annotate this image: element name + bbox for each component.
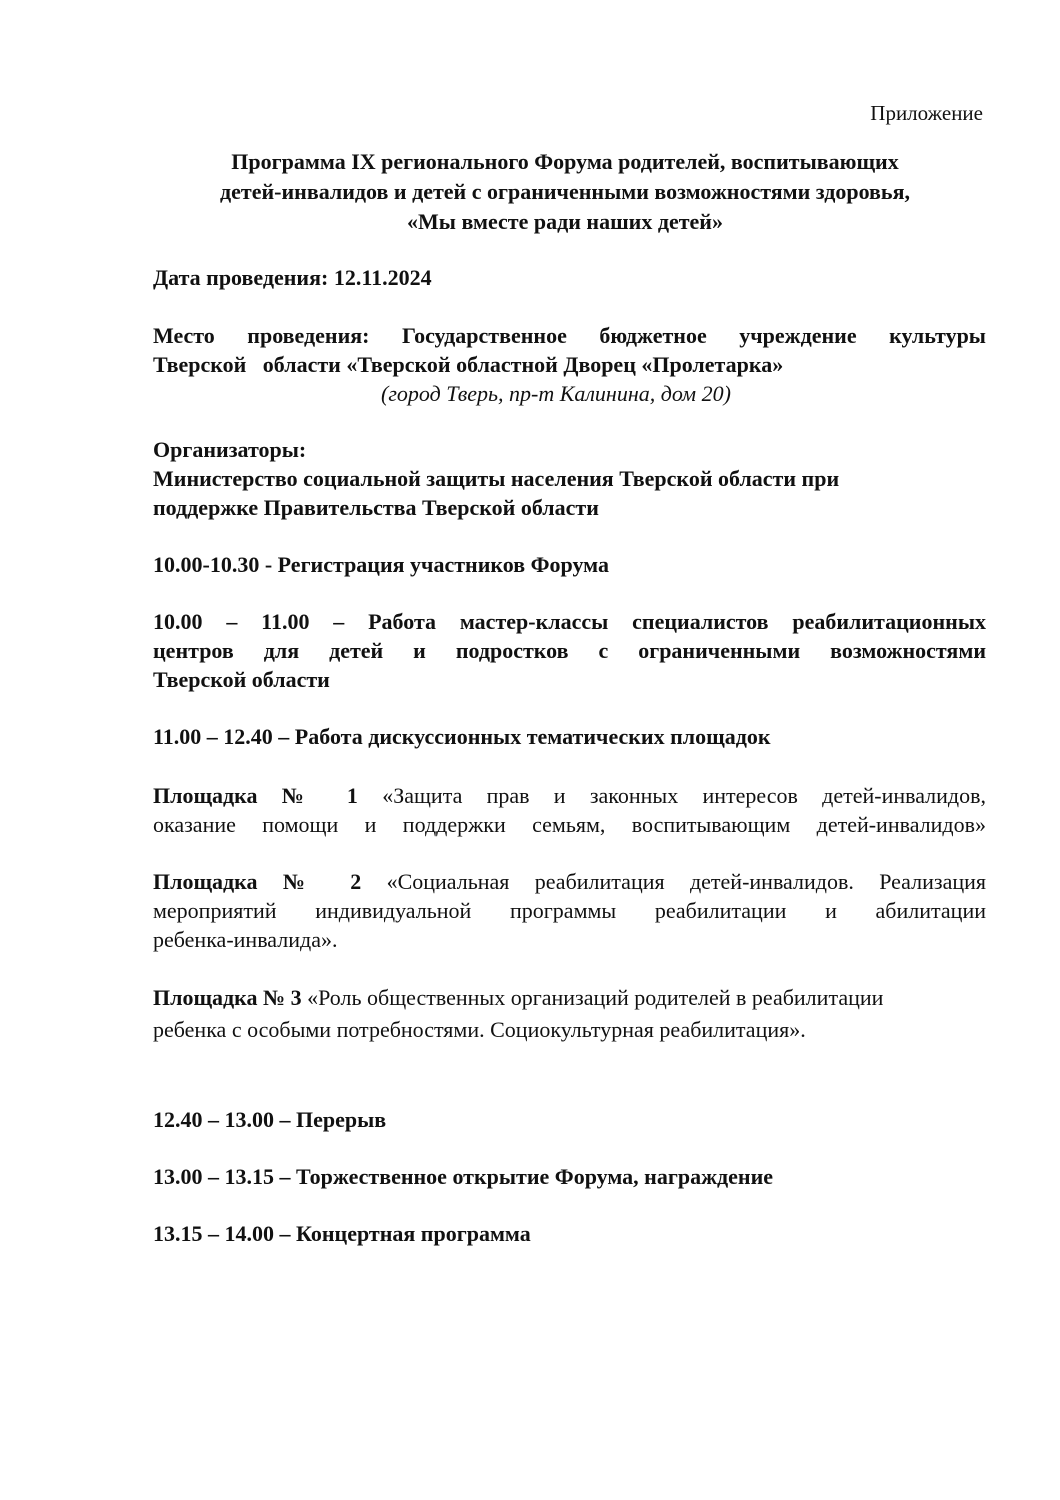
platform-1-text-1: «Защита прав и законных интересов детей-инвалидов, <box>357 783 987 808</box>
platform-3-text-1: «Роль общественных организаций родителей в реабилитации <box>301 985 884 1010</box>
schedule-discussion <box>153 722 986 751</box>
organizers-line-1: Министерство социальной защиты населения Тверской области при <box>153 466 840 491</box>
platform-3-label: Площадка № 3 <box>153 985 302 1010</box>
discussion-text: – Работа дискуссионных тематических площадок <box>272 724 771 749</box>
platform-2-text-2: мероприятий индивидуальной программы реабилитации и абилитации <box>153 898 986 923</box>
organizers-section <box>153 435 986 522</box>
platform-2-text-1: «Социальная реабилитация детей-инвалидов. Реализация <box>361 869 987 894</box>
title-line-3: «Мы вместе ради наших детей» <box>407 209 723 234</box>
platform-2-label: Площадка № 2 <box>153 869 362 894</box>
platform-2 <box>153 867 986 954</box>
platform-3 <box>153 982 986 1046</box>
organizers-line-2: поддержке Правительства Тверской области <box>153 495 599 520</box>
schedule-break: 12.40 – 13.00 – Перерыв <box>153 1107 387 1132</box>
program-title <box>140 147 990 237</box>
schedule-registration: 10.00-10.30 - Регистрация участников Форума <box>153 552 609 577</box>
venue-line-1: Место проведения: Государственное бюджетное учреждение культуры <box>153 323 986 348</box>
platform-1-text-2: оказание помощи и поддержки семьям, воспитывающим детей-инвалидов» <box>153 812 986 837</box>
platform-2-line-1 <box>153 867 986 896</box>
platform-1-label: Площадка № 1 <box>153 783 358 808</box>
event-venue <box>153 321 986 408</box>
platform-1-line-1 <box>153 781 986 810</box>
masterclass-line-3: Тверской области <box>153 667 330 692</box>
masterclass-line-2: центров для детей и подростков с ограниченными возможностями <box>153 638 986 663</box>
platform-3-line-1 <box>153 982 986 1014</box>
discussion-time: 11.00 – 12.40 <box>153 724 273 749</box>
masterclass-line-1: 10.00 – 11.00 – Работа мастер-классы специалистов реабилитационных <box>153 609 986 634</box>
schedule-opening: 13.00 – 13.15 – Торжественное открытие Форума, награждение <box>153 1164 774 1189</box>
organizers-heading: Организаторы: <box>153 437 307 462</box>
platform-1 <box>153 781 986 839</box>
title-line-2: детей-инвалидов и детей с ограниченными возможностями здоровья, <box>220 179 910 204</box>
venue-line-2: Тверской области «Тверской областной Дворец «Пролетарка» <box>153 352 784 377</box>
appendix-label: Приложение <box>870 101 983 125</box>
event-date: Дата проведения: 12.11.2024 <box>153 265 432 290</box>
platform-2-text-3: ребенка-инвалида». <box>153 927 338 952</box>
venue-address: (город Тверь, пр-т Калинина, дом 20) <box>381 381 731 406</box>
platform-3-text-2: ребенка с особыми потребностями. Социокультурная реабилитация». <box>153 1017 806 1042</box>
schedule-concert: 13.15 – 14.00 – Концертная программа <box>153 1221 531 1246</box>
title-line-1: Программа IX регионального Форума родителей, воспитывающих <box>231 149 899 174</box>
schedule-masterclass <box>153 607 986 694</box>
